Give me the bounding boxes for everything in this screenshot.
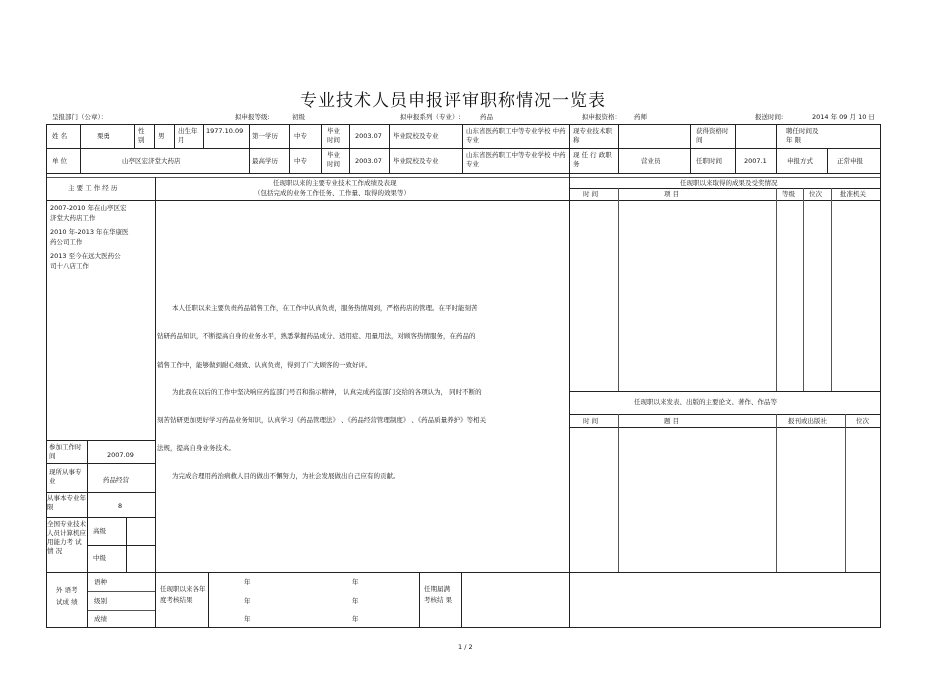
- experience-line: 2007-2010 年在山亭区宏: [50, 204, 127, 212]
- qual-value: 药师: [634, 113, 647, 121]
- got-qual-label: 获得资格时 间: [696, 127, 729, 144]
- achieve-col-item: 项 目: [664, 190, 680, 198]
- papers-header: 任现职以来发表、出版的主要论文、著作、作品等: [634, 398, 777, 406]
- main-work-paragraph: 法规，提高自身业务技术。: [157, 444, 235, 452]
- major-label: 现所从事专 业: [49, 468, 82, 485]
- experience-line: 2010 年-2013 年在华康医: [50, 228, 129, 236]
- year-label: 年: [352, 615, 359, 623]
- grad1-label: 毕业时间: [327, 127, 340, 144]
- achieve-col-grade: 等级: [782, 190, 795, 198]
- computer-label: 全国专业技术人员计算机应用能力考 试 情 况: [47, 520, 86, 555]
- main-work-paragraph: 钻研药品知识，不断提高自身的业务水平，熟悉掌握药品成分、适用症、用量用法，对顾客热情服务，在药品的: [157, 332, 476, 340]
- join-value: 2007.09: [107, 451, 134, 459]
- join-label: 参加工作时 间: [49, 443, 82, 460]
- year-label: 年: [244, 578, 251, 586]
- method-label: 申报方式: [787, 157, 813, 165]
- unit-value: 山亭区宏济堂大药店: [122, 157, 181, 165]
- page-number: 1 / 2: [458, 643, 473, 651]
- paper-col-publisher: 报刊或出版社: [788, 417, 827, 425]
- achieve-col-rank: 位次: [809, 190, 822, 198]
- major-value: 药品经营: [103, 476, 129, 484]
- qual-label: 拟申报资格：: [582, 113, 621, 121]
- main-work-paragraph: 刻苦钻研更加更好学习药品业务知识，认真学习《药品管理法》 、《药品经营管理制度》 、《药品质量养护》等相关: [157, 416, 487, 424]
- main-work-subheader: （包括完成的业务工作任务、工作量、取得的效果等）: [254, 189, 410, 197]
- year-label: 年: [244, 615, 251, 623]
- year-label: 年: [352, 578, 359, 586]
- edu1-value: 中专: [294, 132, 307, 140]
- achieve-col-org: 批准机关: [840, 190, 866, 198]
- method-value: 正常申报: [837, 157, 863, 165]
- admin-post-label: 现 任 行 政职 务: [573, 151, 612, 168]
- experience-header: 主 要 工 作 经 历: [68, 184, 118, 192]
- grad1-value: 2003.07: [355, 132, 382, 140]
- experience-line: 司十八店工作: [50, 262, 89, 270]
- sex-label: 性别: [138, 127, 145, 144]
- current-qual-label: 现专业技术职 称: [573, 127, 612, 144]
- page-title: 专业技术人员申报评审职称情况一览表: [300, 91, 606, 111]
- hire-label: 聘任时间及 年 限: [786, 127, 819, 144]
- name-label: 姓 名: [52, 132, 68, 140]
- lang-score-label: 成绩: [94, 615, 107, 623]
- achievements-header: 任现职以来取得的成果及受奖情况: [680, 179, 778, 187]
- years-label: 从事本专业年 限: [47, 494, 86, 511]
- birth-value: 1977.10.09: [206, 127, 244, 135]
- school2-label: 毕业院校及专业: [393, 157, 439, 165]
- name-value: 栗勇: [97, 132, 110, 140]
- paper-col-time: 时 间: [583, 417, 599, 425]
- level-label: 拟申报等级:: [235, 113, 270, 121]
- school1-label: 毕业院校及专业: [393, 132, 439, 140]
- term-label: 任职时间: [696, 157, 722, 165]
- unit-label: 单 位: [52, 157, 68, 165]
- school1-detail: 山东省医药职工中等专业学校 中药专业: [466, 127, 566, 144]
- lang-level-label: 级别: [94, 597, 107, 605]
- term-value: 2007.1: [744, 157, 767, 165]
- paper-col-rank: 位次: [856, 417, 869, 425]
- edu-value: 中专: [294, 157, 307, 165]
- experience-line: 济堂大药店工作: [50, 214, 96, 222]
- edu1-label: 第一学历: [252, 132, 278, 140]
- date-label: 报送时间:: [755, 113, 784, 121]
- edu-label: 最高学历: [252, 157, 278, 165]
- dept-label: 呈报部门（公章）：: [52, 113, 108, 121]
- grad2-label: 毕业时间: [327, 151, 340, 168]
- main-work-paragraph: 本人任职以来主要负责药品销售工作，在工作中认真负责，服务热情周到，严格药店的管理。在平时能刻苦: [172, 304, 478, 312]
- foreign-lang-label: 外 语考 试成 绩: [56, 586, 78, 606]
- year-label: 年: [244, 597, 251, 605]
- term-exam-label: 任期届满考核结 果: [424, 585, 453, 604]
- main-work-header: 任现职以来的主要专业技术工作成绩及表现: [273, 179, 397, 187]
- main-work-paragraph: 为此我在以后的工作中坚决响应药监部门号召和指示精神， 认真完成药监部门交给的各项认为， 同时不断的: [172, 388, 482, 396]
- birth-label: 出生年月: [178, 127, 198, 144]
- admin-post-value: 营业员: [641, 157, 661, 165]
- grad2-value: 2003.07: [355, 157, 382, 165]
- series-value: 药品: [480, 113, 493, 121]
- experience-line: 2013 至今在远大医药公: [50, 252, 121, 260]
- years-value: 8: [118, 502, 123, 510]
- level-value: 初级: [292, 113, 305, 121]
- date-value: 2014 年 09 月 10 日: [812, 113, 875, 121]
- annual-review-label: 任现职以来各年度考核结果: [160, 585, 206, 604]
- series-label: 拟申报系列（专业）:: [400, 113, 461, 121]
- school2-detail: 山东省医药职工中等专业学校 中药专业: [466, 151, 566, 168]
- achieve-col-time: 时 间: [583, 190, 599, 198]
- sex-value: 男: [158, 132, 165, 140]
- computer-high: 高级: [93, 527, 106, 535]
- main-work-paragraph: 销售工作中，能够做到耐心细致、认真负责，得到了广大顾客的一致好评。: [157, 361, 372, 369]
- paper-col-title: 题 目: [664, 417, 680, 425]
- computer-mid: 中级: [93, 554, 106, 562]
- year-label: 年: [352, 597, 359, 605]
- lang-label: 语种: [94, 578, 107, 586]
- experience-line: 药公司工作: [50, 238, 83, 246]
- main-work-paragraph: 为完成合理用药治病救人目的做出不懈努力，为社会发展做出自己应有的贡献。: [172, 472, 400, 480]
